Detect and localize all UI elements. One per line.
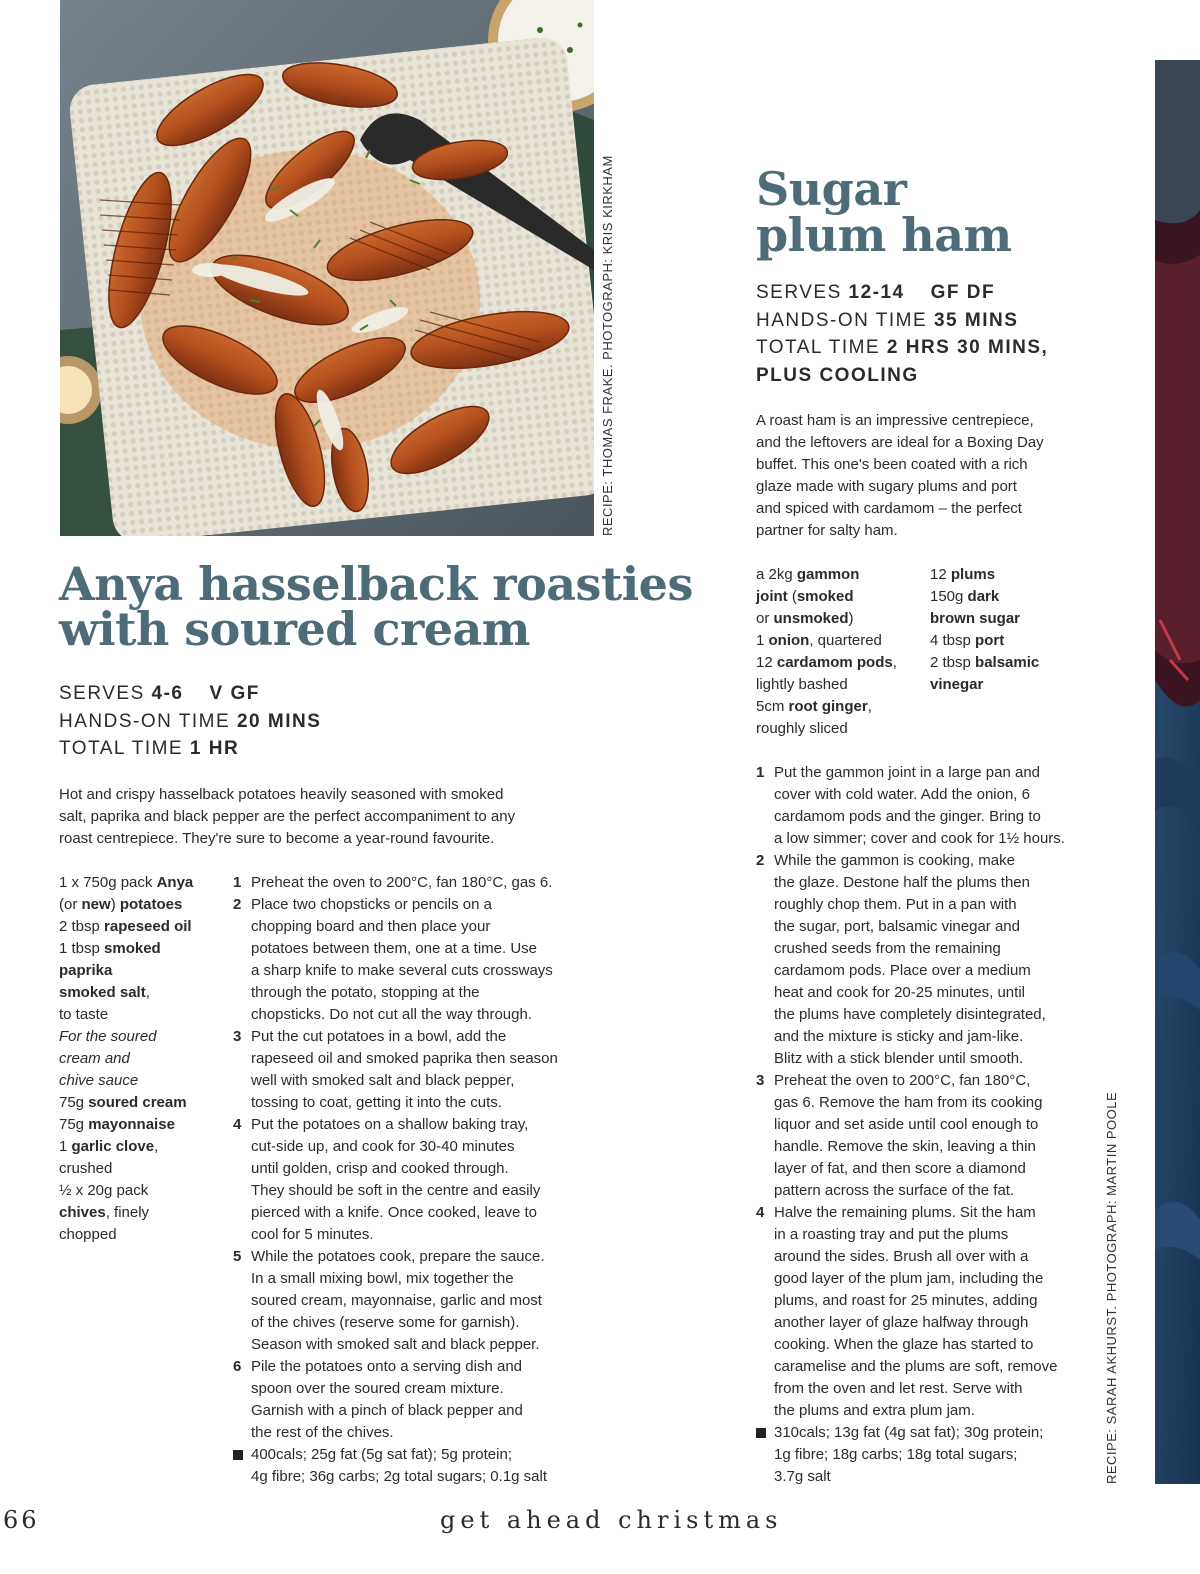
intro-line: glaze made with sugary plums and port: [756, 478, 1017, 495]
section-footer: get ahead christmas: [440, 1506, 783, 1534]
sauce-subheading: cream and: [59, 1050, 130, 1067]
ingredient-line: 1 x 750g pack Anya: [59, 874, 194, 891]
right-recipe-meta: [756, 279, 1048, 389]
ingredient-line: paprika: [59, 962, 113, 979]
ingredient-line: 2 tbsp balsamic: [930, 654, 1040, 671]
left-ingredients: [59, 872, 193, 1246]
ingredient-line: 1 garlic clove,: [59, 1138, 159, 1155]
handson-row: [756, 307, 1048, 335]
total-value-cont: PLUS COOLING: [756, 364, 919, 386]
ingredient-line: 1 tbsp smoked: [59, 940, 161, 957]
potatoes-illustration: [60, 0, 594, 536]
ingredient-line: lightly bashed: [756, 676, 848, 693]
ingredient-line: 5cm root ginger,: [756, 698, 872, 715]
intro-line: Hot and crispy hasselback potatoes heavily seasoned with smoked: [59, 786, 504, 803]
serves-row: [756, 279, 1048, 307]
diet-tags: GF DF: [930, 282, 996, 303]
ingredient-line: crushed: [59, 1160, 113, 1177]
left-photo-credit: RECIPE: THOMAS FRAKE. PHOTOGRAPH: KRIS KIRKHAM: [600, 155, 615, 536]
ingredient-line: ½ x 20g pack: [59, 1182, 149, 1199]
method-step: 4 Halve the remaining plums. Sit the ham in a roasting tray and put the plums around the sides. Brush all over with a good layer of the plum jam, including the plums, and roast for 25 minutes, adding another layer of glaze halfway through cooking. When the glaze has started to caramelise and the plums are soft, remove from the oven and let rest. Serve with the plums and extra plum jam.: [756, 1204, 1058, 1419]
ingredient-line: 12 cardamom pods,: [756, 654, 897, 671]
ingredient-line: to taste: [59, 1006, 109, 1023]
ingredient-line: vinegar: [930, 676, 984, 693]
intro-line: buffet. This one's been coated with a rich: [756, 456, 1028, 473]
method-step: 2 Place two chopsticks or pencils on a chopping board and then place your potatoes between them, one at a time. Use a sharp knife to make several cuts crossways through the potato, stopping at the chopsticks. Do not cut all the way through.: [233, 896, 553, 1023]
total-label: TOTAL TIME: [59, 738, 184, 759]
title-line: Sugar: [756, 162, 907, 216]
left-method: [233, 872, 603, 1488]
serves-label: SERVES: [59, 683, 145, 704]
ingredient-line: or unsmoked): [756, 610, 854, 627]
ingredient-line: joint (smoked: [756, 588, 854, 605]
right-photo-credit: RECIPE: SARAH AKHURST. PHOTOGRAPH: MARTIN POOLE: [1104, 1091, 1119, 1484]
ingredient-line: 75g mayonnaise: [59, 1116, 175, 1133]
right-ingredients-col1: [756, 564, 897, 740]
method-step: 1 Put the gammon joint in a large pan and cover with cold water. Add the onion, 6 cardamom pods and the ginger. Bring to a low simmer; cover and cook for 1½ hours.: [756, 764, 1065, 847]
nutrition-square-icon: [756, 1428, 766, 1438]
ham-illustration: [1155, 60, 1200, 1484]
ingredient-line: brown sugar: [930, 610, 1021, 627]
serves-row: [59, 680, 321, 708]
method-step: 1 Preheat the oven to 200°C, fan 180°C, gas 6.: [233, 874, 553, 891]
ingredient-line: chives, finely: [59, 1204, 150, 1221]
total-row: [59, 735, 321, 763]
right-recipe-title: [756, 162, 1012, 262]
intro-line: and spiced with cardamom – the perfect: [756, 500, 1022, 517]
total-value: 2 HRS 30 MINS,: [886, 337, 1049, 358]
right-recipe-intro: [756, 410, 1044, 542]
handson-row: [59, 708, 321, 736]
handson-label: HANDS-ON TIME: [59, 710, 231, 732]
handson-value: 35 MINS: [933, 309, 1019, 331]
total-row-cont: [756, 362, 1048, 390]
intro-line: salt, paprika and black pepper are the perfect accompaniment to any: [59, 808, 516, 825]
ingredient-line: roughly sliced: [756, 720, 848, 737]
intro-line: partner for salty ham.: [756, 522, 898, 539]
title-line: plum ham: [756, 208, 1012, 262]
nutrition-square-icon: [233, 1450, 243, 1460]
serves-value: 12-14: [848, 282, 905, 303]
left-recipe-title: [59, 557, 693, 656]
nutrition-info: 400cals; 25g fat (5g sat fat); 5g protein; 4g fibre; 36g carbs; 2g total sugars; 0.1g salt: [233, 1444, 603, 1488]
handson-label: HANDS-ON TIME: [756, 309, 928, 331]
sauce-subheading: chive sauce: [59, 1072, 139, 1089]
intro-line: A roast ham is an impressive centrepiece,: [756, 412, 1034, 429]
ingredient-line: 4 tbsp port: [930, 632, 1005, 649]
method-step: 2 While the gammon is cooking, make the glaze. Destone half the plums then roughly chop them. Put in a pan with the sugar, port, balsamic vinegar and crushed seeds from the remaining cardamom pods. Place over a medium heat and cook for 20-25 minutes, until the plums have completely disintegrated, and the mixture is sticky and jam-like. Blitz with a stick blender until smooth.: [756, 852, 1046, 1067]
method-step: 3 Preheat the oven to 200°C, fan 180°C, gas 6. Remove the ham from its cooking liquor and set aside until cool enough to handle. Remove the skin, leaving a thin layer of fat, and then score a diamond pattern across the surface of the fat.: [756, 1072, 1043, 1199]
ingredient-line: chopped: [59, 1226, 117, 1243]
ingredient-line: 1 onion, quartered: [756, 632, 882, 649]
ingredient-line: 12 plums: [930, 566, 996, 583]
hasselback-potatoes-photo: [60, 0, 594, 536]
total-row: [756, 334, 1048, 362]
left-recipe-intro: [59, 784, 515, 850]
method-step: 3 Put the cut potatoes in a bowl, add the rapeseed oil and smoked paprika then season well with smoked salt and black pepper, tossing to coat, getting it into the cuts.: [233, 1028, 558, 1111]
method-step: 4 Put the potatoes on a shallow baking tray, cut-side up, and cook for 30-40 minutes until golden, crisp and cooked through. They should be soft in the centre and easily pierced with a knife. Once cooked, leave to cool for 5 minutes.: [233, 1116, 541, 1243]
ingredient-line: 75g soured cream: [59, 1094, 187, 1111]
ingredient-line: a 2kg gammon: [756, 566, 860, 583]
left-recipe-meta: [59, 680, 321, 763]
intro-line: and the leftovers are ideal for a Boxing Day: [756, 434, 1044, 451]
total-label: TOTAL TIME: [756, 337, 881, 358]
page-number: 66: [3, 1506, 40, 1534]
diet-tags: V GF: [209, 683, 260, 704]
handson-value: 20 MINS: [236, 710, 322, 732]
ingredient-line: smoked salt,: [59, 984, 150, 1001]
sauce-subheading: For the soured: [59, 1028, 157, 1045]
method-step: 5 While the potatoes cook, prepare the sauce. In a small mixing bowl, mix together the soured cream, mayonnaise, garlic and most of the chives (reserve some for garnish). Season with smoked salt and black pepper.: [233, 1248, 545, 1353]
serves-label: SERVES: [756, 282, 842, 303]
serves-value: 4-6: [151, 683, 184, 704]
right-method: [756, 762, 1096, 1488]
title-line: Anya hasselback roasties: [59, 557, 693, 611]
ingredient-line: 150g dark: [930, 588, 1000, 605]
total-value: 1 HR: [189, 738, 240, 759]
title-line: with soured cream: [59, 602, 530, 656]
intro-line: roast centrepiece. They're sure to become a year-round favourite.: [59, 830, 495, 847]
nutrition-info: 310cals; 13g fat (4g sat fat); 30g protein; 1g fibre; 18g carbs; 18g total sugars; 3.7g salt: [756, 1422, 1096, 1488]
method-step: 6 Pile the potatoes onto a serving dish and spoon over the soured cream mixture. Garnish with a pinch of black pepper and the rest of the chives.: [233, 1358, 523, 1441]
ingredient-line: (or new) potatoes: [59, 896, 183, 913]
ingredient-line: 2 tbsp rapeseed oil: [59, 918, 192, 935]
sugar-plum-ham-photo: [1155, 60, 1200, 1484]
right-ingredients-col2: [930, 564, 1039, 696]
